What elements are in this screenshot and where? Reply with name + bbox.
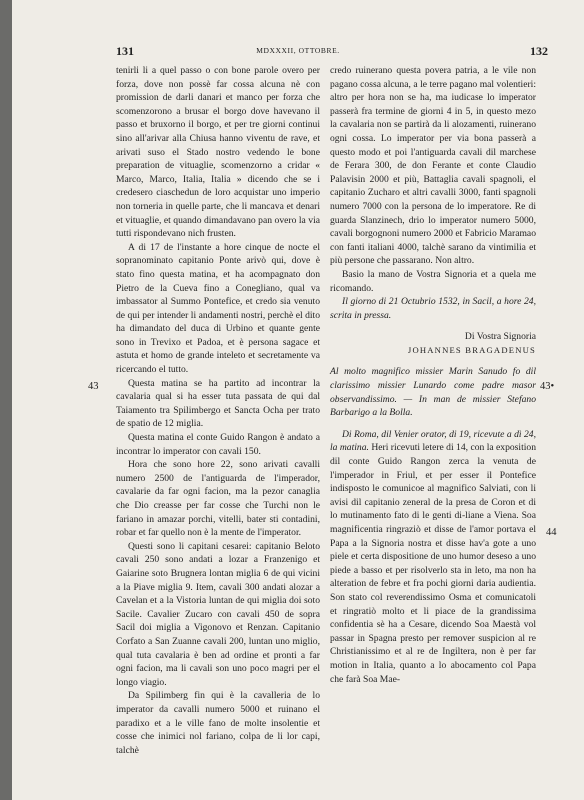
paragraph: A di 17 de l'instante a hore cinque de nocte el sopranominato capitanio Ponte arivò qui, dove è stato fino questa matina, et ha acompagnato don Pietro de la Cueva fino a Conegliano, qual va imbassator al Summo Pontefice, et credo sia venuto de qui per intender li andamenti nostri, perchè el dito ha dimandato del duca di Urbino et quante gente sono in Trevixo et Padoa, et è persona sagace et astuta et homo de grande inteleto et secretamente va ricercando el tutto. <box>116 241 320 376</box>
margin-note-right: 43• <box>540 381 555 392</box>
letter-date: Il giorno di 21 Octubrio 1532, in Sacil, a hore 24, scrita in pressa. <box>330 296 536 321</box>
right-column <box>330 64 536 686</box>
letter-address: Al molto magnifico missier Marin Sanudo fo dil clarissimo missier Lunardo come padre masor observandissimo. — In man de missier Stefano Barbarigo a la Bolla. <box>330 366 536 419</box>
running-title: MDXXXII, OTTOBRE. <box>256 46 340 55</box>
page-header <box>12 44 584 58</box>
signature-name: JOHANNES BRAGADENUS <box>407 344 536 355</box>
book-page <box>12 0 584 800</box>
paragraph: Da Spilimberg fin qui è la cavalleria de lo imperator da cavalli numero 5000 et ruinano el paradixo et a le ville fano de molte insolentie et cosse che inimici nol fariano, colpa de li lor capi, talchè <box>116 690 320 756</box>
paragraph: credo ruinerano questa povera patria, a le vile non pagano cossa alcuna, a le terre pagano mal volentieri: altro per hora non se ha, ma iudicase lo imperator passerà fra termine de giorni 4 in 5, in questo mezo la cavalaria non se partirà da li alozamenti, ruinerano ogni cossa. Lo imperator per via bona passerà a questo modo et poi l'antiguarda cavali dil marchese de Ferara 300, de don Ferante et conte Claudio Palavisin 2000 et più, Battaglia cavali spagnoli, el capitanio Zucharo et altri cavalli 3000, fanti spagnoli numero 7000 con la persona de lo imperatore. Re di guarda Slanzinech, drio lo imperator numero 5000, cavali borgognoni numero 2000 et Fabricio Maramao con fanti italiani 4000, talchè sarano da vintimilia et più persone che passarano. Non altro. <box>330 65 536 267</box>
paragraph: Basio la mano de Vostra Signoria et a quela me ricomando. <box>330 268 536 294</box>
left-column <box>116 64 320 757</box>
paragraph: Questa matina se ha partito ad incontrar la cavalaria qual si ha esser tuta passata de qui dal Taiamento tra Spilimbergo et Sancta Ocha per trato de spatio de 12 miglia. <box>116 377 320 430</box>
dispatch-body: Heri ricevuti letere di 14, con la exposition dil conte Guido Rangon zerca la venuta de l'imperador in Friul, et per esser il Pontefice indisposto le comunicoe al magnifico Salviati, con li avisi dil capitanio zeneral de la presa de Coron et di lo mutinamento fato di le genti di-liane a Viena. Soa magnificentia ringraziò et disse de l'amor portava el Papa a la Signoria nostra et disse hav'a gote a uno piele et certa dispositione de uno humor deseso a uno piede a basso et per risolverlo sta in leto, ma non ha alteration de febre et fra pochi giorni daria audientia. Son stato col reverendissimo Osma et comunicatoli et ringratiò molto et li piace de la grandissima confidentia sè ha a Cesare, dicendo Soa Maestà vol passar in Spagna presto per remover suspicion al re Christianissimo et al re de Ingiltera, non è per far motion in Italia, quanto a lo abocamento col Papa che farà Soa Mae- <box>330 442 536 685</box>
left-page-number: 131 <box>116 44 134 58</box>
paragraph: Hora che sono hore 22, sono arivati cavalli numero 2500 de l'antiguarda de l'imperador, cavalarie da far ogni facion, ma la pezor canaglia che Dio creasse per far cosse che Turchi non le fariano in amazar porchi, vitelli, bater sti contadini, robar et far quello non è la mente de l'imperator. <box>116 459 320 539</box>
signature-line: Di Vostra Signoria <box>464 331 536 343</box>
paragraph: Questa matina el conte Guido Rangon è andato a incontrar lo imperator con cavali 150. <box>116 432 320 457</box>
margin-note-left: 43 <box>88 381 99 392</box>
margin-note-right-2: 44 <box>546 527 557 538</box>
paragraph: Questi sono li capitani cesarei: capitanio Beloto cavali 250 sono andati a lozar a Franzenigo et Gaiarine soto Brugnera lontan miglia 6 de qui vicini a la Piave miglia 9. Item, cavali 300 andati alozar a Cavelan et a la Vistoria luntan de qui miglia doi soto Sacile. Cavalier Zucaro con cavali 450 de sopra Sacil doi miglia a Vigonovo et Renzan. Capitanio Corfato a San Zuanne cavali 200, luntan uno miglio, qual tuta cavalaria è ben ad ordine et pronti a far ogni facion, ma li cavali son uno poco magri per el longo viagio. <box>116 540 320 688</box>
paragraph <box>330 428 536 686</box>
right-page-number: 132 <box>530 44 548 58</box>
paragraph: tenirli li a quel passo o con bone parole overo per forza, dove non possè far cossa alcuna nè con promission de darli danari et manco per forza che scomenzorono a brusar el borgo dove havevano il passo et bruxorno il borgo, et per tre giorni continui sino all'arivar alla Chiusa hanno viventu de rave, et arivati suso el Stado nostro vedendo le bone preparation de vituaglie, scomenzorno a cridar « Marco, Marco, Italia, Italia » dicendo che se i credesero ciaschedun de loro acquistar uno imperio non torneria in quelle parte, che li mancava et denari et vituaglie, et quando dimandavano pan overo la via tutti rispondevano nich frusten. <box>116 65 320 240</box>
dispatch-heading: Di Roma, dil Venier orator, di 19, ricevute a dì 24, la matina. <box>330 428 536 454</box>
